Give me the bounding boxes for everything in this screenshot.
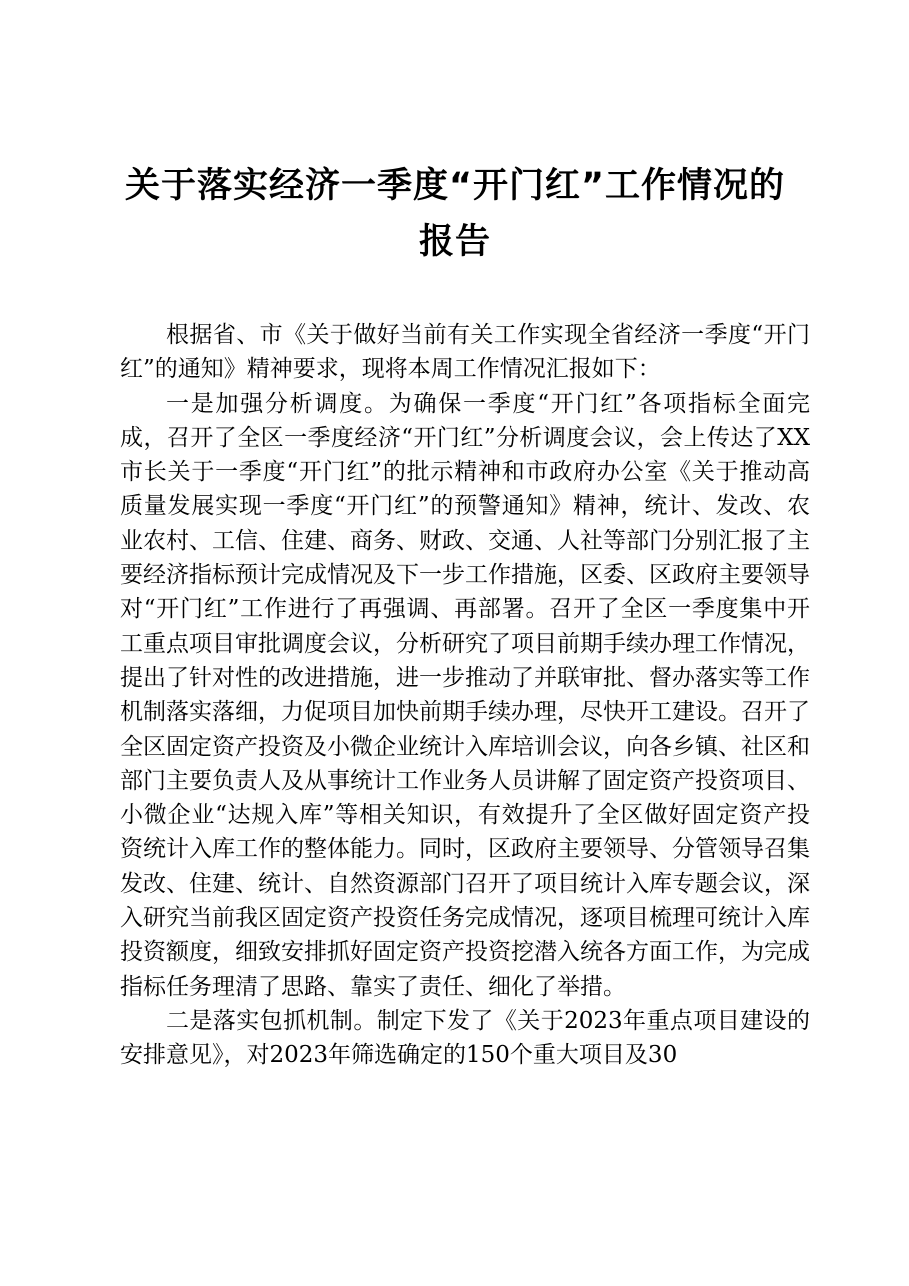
paragraph-analysis: 一是加强分析调度。为确保一季度“开门红”各项指标全面完成，召开了全区一季度经济“开门红”分析调度会议，会上传达了XX市长关于一季度“开门红”的批示精神和市政府办公室《关于推动高质量发展实现一季度“开门红”的预警通知》精神，统计、发改、农业农村、工信、住建、商务、财政、交通、人社等部门分别汇报了主要经济指标预计完成情况及下一步工作措施，区委、区政府主要领导对“开门红”工作进行了再强调、再部署。召开了全区一季度集中开工重点项目审批调度会议，分析研究了项目前期手续办理工作情况，提出了针对性的改进措施，进一步推动了并联审批、督办落实等工作机制落实落细，力促项目加快前期手续办理，尽快开工建设。召开了全区固定资产投资及小微企业统计入库培训会议，向各乡镇、社区和部门主要负责人及从事统计工作业务人员讲解了固定资产投资项目、小微企业“达规入库”等相关知识，有效提升了全区做好固定资产投资统计入库工作的整体能力。同时，区政府主要领导、分管领导召集发改、住建、统计、自然资源部门召开了项目统计入库专题会议，深入研究当前我区固定资产投资任务完成情况，逐项目梳理可统计入库投资额度，细致安排抓好固定资产投资挖潜入统各方面工作，为完成指标任务理清了思路、靠实了责任、细化了举措。 [120, 390, 810, 1000]
document-body [120, 318, 810, 1073]
document-title: 关于落实经济一季度“开门红”工作情况的报告 [124, 166, 785, 262]
paragraph-mechanism: 二是落实包抓机制。制定下发了《关于2023年重点项目建设的安排意见》，对2023年筛选确定的150个重大项目及30 [120, 1007, 810, 1069]
paragraph-intro: 根据省、市《关于做好当前有关工作实现全省经济一季度“开门红”的通知》精神要求，现将本周工作情况汇报如下： [120, 322, 810, 383]
